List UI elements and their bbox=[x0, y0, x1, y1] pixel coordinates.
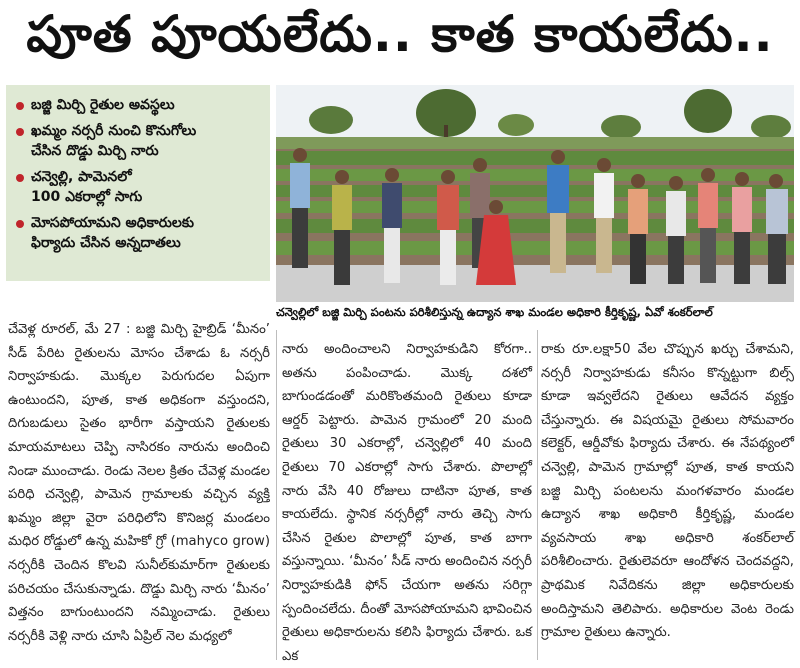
column-divider bbox=[537, 330, 538, 660]
crop-row bbox=[276, 151, 794, 165]
headline: పూత పూయలేదు.. కాత కాయలేదు.. bbox=[26, 4, 774, 63]
highlight-text: చన్వెల్లి, పామెనలో 100 ఎకరాల్లో సాగు bbox=[31, 169, 143, 205]
article-column-2 bbox=[282, 338, 532, 663]
crop-row bbox=[276, 169, 794, 181]
field-photo-illustration bbox=[276, 85, 794, 302]
article-column-3 bbox=[541, 338, 794, 663]
highlights-box bbox=[6, 85, 270, 281]
article-text: చేవెళ్ల రూరల్‌, మే 27 : బజ్జి మిర్చి హైబ్రిడ్‌ ‘మీనం’ సీడ్‌ పేరిట రైతులను మోసం చేశాడు ఓ నర్సరీ నిర్వాహకుడు. మొక్కల పెరుగుదల ఏపుగా ఉంటుందని, పూత, కాత అధికంగా వస్తుందని, దిగుబడులు సైతం భారీగా వస్తాయని రైతులకు మాయమాటలు చెప్పి నాసిరకం నారును అందించి నిండా ముంచాడు. రెండు నెలల క్రితం చేవెళ్ల మండల పరిధి చన్వెల్లి, పామెన గ్రామాలకు వచ్చిన వ్యక్తి ఖమ్మం జిల్లా వైరా పరిధిలోని కొనిజర్ల మండలం మధిర రోడ్డులో ఉన్న మహికో గ్రో (mahyco grow) నర్సరీకి చెందిన కొలవి సునీల్‌కుమార్‌గా రైతులకు పరిచయం చేసుకున్నాడు. దొడ్డు మిర్చి నారు ‘మీనం’ విత్తనం బాగుంటుందని నమ్మించాడు. రైతులు నర్సరీకి వెళ్లి నారు చూసి ఏప్రిల్‌ నెల మధ్యలో bbox=[8, 322, 270, 644]
bullet-icon bbox=[16, 174, 24, 182]
bullet-icon bbox=[16, 220, 24, 228]
hill bbox=[276, 137, 794, 151]
highlight-item bbox=[16, 121, 262, 161]
crop-row bbox=[276, 241, 794, 255]
column-divider bbox=[276, 330, 277, 660]
bullet-icon bbox=[16, 102, 24, 110]
tree bbox=[498, 114, 534, 136]
article-text: రాకు రూ.లక్షా50 వేల చొప్పున ఖర్చు చేశామని, నర్సరీ నిర్వాహకుడు కనీసం కొన్నట్టుగా బిల్స్‌ కూడా ఇవ్వలేదని రైతులు ఆవేదన వ్యక్తం చేస్తున్నారు. ఈ విషయమై రైతులు సోమవారం కలెక్టర్‌, ఆర్డీవోకు ఫిర్యాదు చేశారు. ఈ నేపథ్యంలో చన్వెల్లి, పామెన గ్రామాల్లో పూత, కాత కాయని బజ్జి మిర్చి పంటలను మంగళవారం మండల ఉద్యాన శాఖ అధికారి కీర్తికృష్ణ, మండల వ్యవసాయ శాఖ అధికారి శంకర్‌లాల్‌ పరిశీలించారు. రైతులెవరూ ఆందోళన చెందవద్దని, ప్రాథమిక నివేదికను జిల్లా అధికారులకు అందిస్తామని తెలిపారు. అధికారుల వెంట రెండు గ్రామాల రైతులు ఉన్నారు. bbox=[541, 342, 794, 641]
article-column-1 bbox=[8, 318, 270, 663]
photo-caption: చన్వెల్లిలో బజ్జి మిర్చి పంటను పరిశీలిస్తున్న ఉద్యాన శాఖ మండల అధికారి కీర్తికృష్ణ, ఏవో శంకర్‌లాల్ bbox=[276, 305, 713, 319]
article-text: నారు అందించాలని నిర్వాహకుడిని కోరగా.. అతను పంపించాడు. మొక్క దశలో బాగుండడంతో మరికొంతమంది రైతులు కూడా ఆర్డర్‌ పెట్టారు. పామెన గ్రామంలో 20 మంది రైతులు 30 ఎకరాల్లో, చన్వెల్లిలో 40 మంది రైతులు 70 ఎకరాల్లో సాగు చేశారు. పొలాల్లో నారు వేసి 40 రోజులు దాటినా పూత, కాత కాయలేదు. స్థానిక నర్సరీల్లో నారు తెచ్చి సాగు చేసిన రైతుల పొలాల్లో పూత, కాత బాగా వస్తున్నాయి. ‘మీనం’ సీడ్‌ నారు అందించిన నర్సరీ నిర్వాహకుడికి ఫోన్‌ చేయగా అతను సరిగ్గా స్పందించలేదు. దీంతో మోసపోయామని భావించిన రైతులు అధికారులను కలిసి ఫిర్యాదు చేశారు. ఒక ఎక bbox=[282, 342, 532, 664]
highlight-text: బజ్జి మిర్చి రైతుల అవస్థలు bbox=[31, 97, 175, 113]
highlight-item bbox=[16, 167, 262, 207]
tree bbox=[684, 89, 732, 133]
mulch-sheet bbox=[276, 265, 794, 302]
highlight-item bbox=[16, 213, 262, 253]
tree bbox=[309, 106, 353, 134]
highlight-item bbox=[16, 95, 262, 115]
tree bbox=[601, 115, 641, 139]
highlight-text: ఖమ్మం నర్సరీ నుంచి కొనుగోలు చేసిన దొడ్డు మిర్చి నారు bbox=[31, 123, 197, 159]
bullet-icon bbox=[16, 128, 24, 136]
news-photo bbox=[276, 85, 794, 302]
tree bbox=[751, 115, 791, 139]
highlight-text: మోసపోయామని అధికారులకు ఫిర్యాదు చేసిన అన్నదాతలు bbox=[31, 215, 194, 251]
